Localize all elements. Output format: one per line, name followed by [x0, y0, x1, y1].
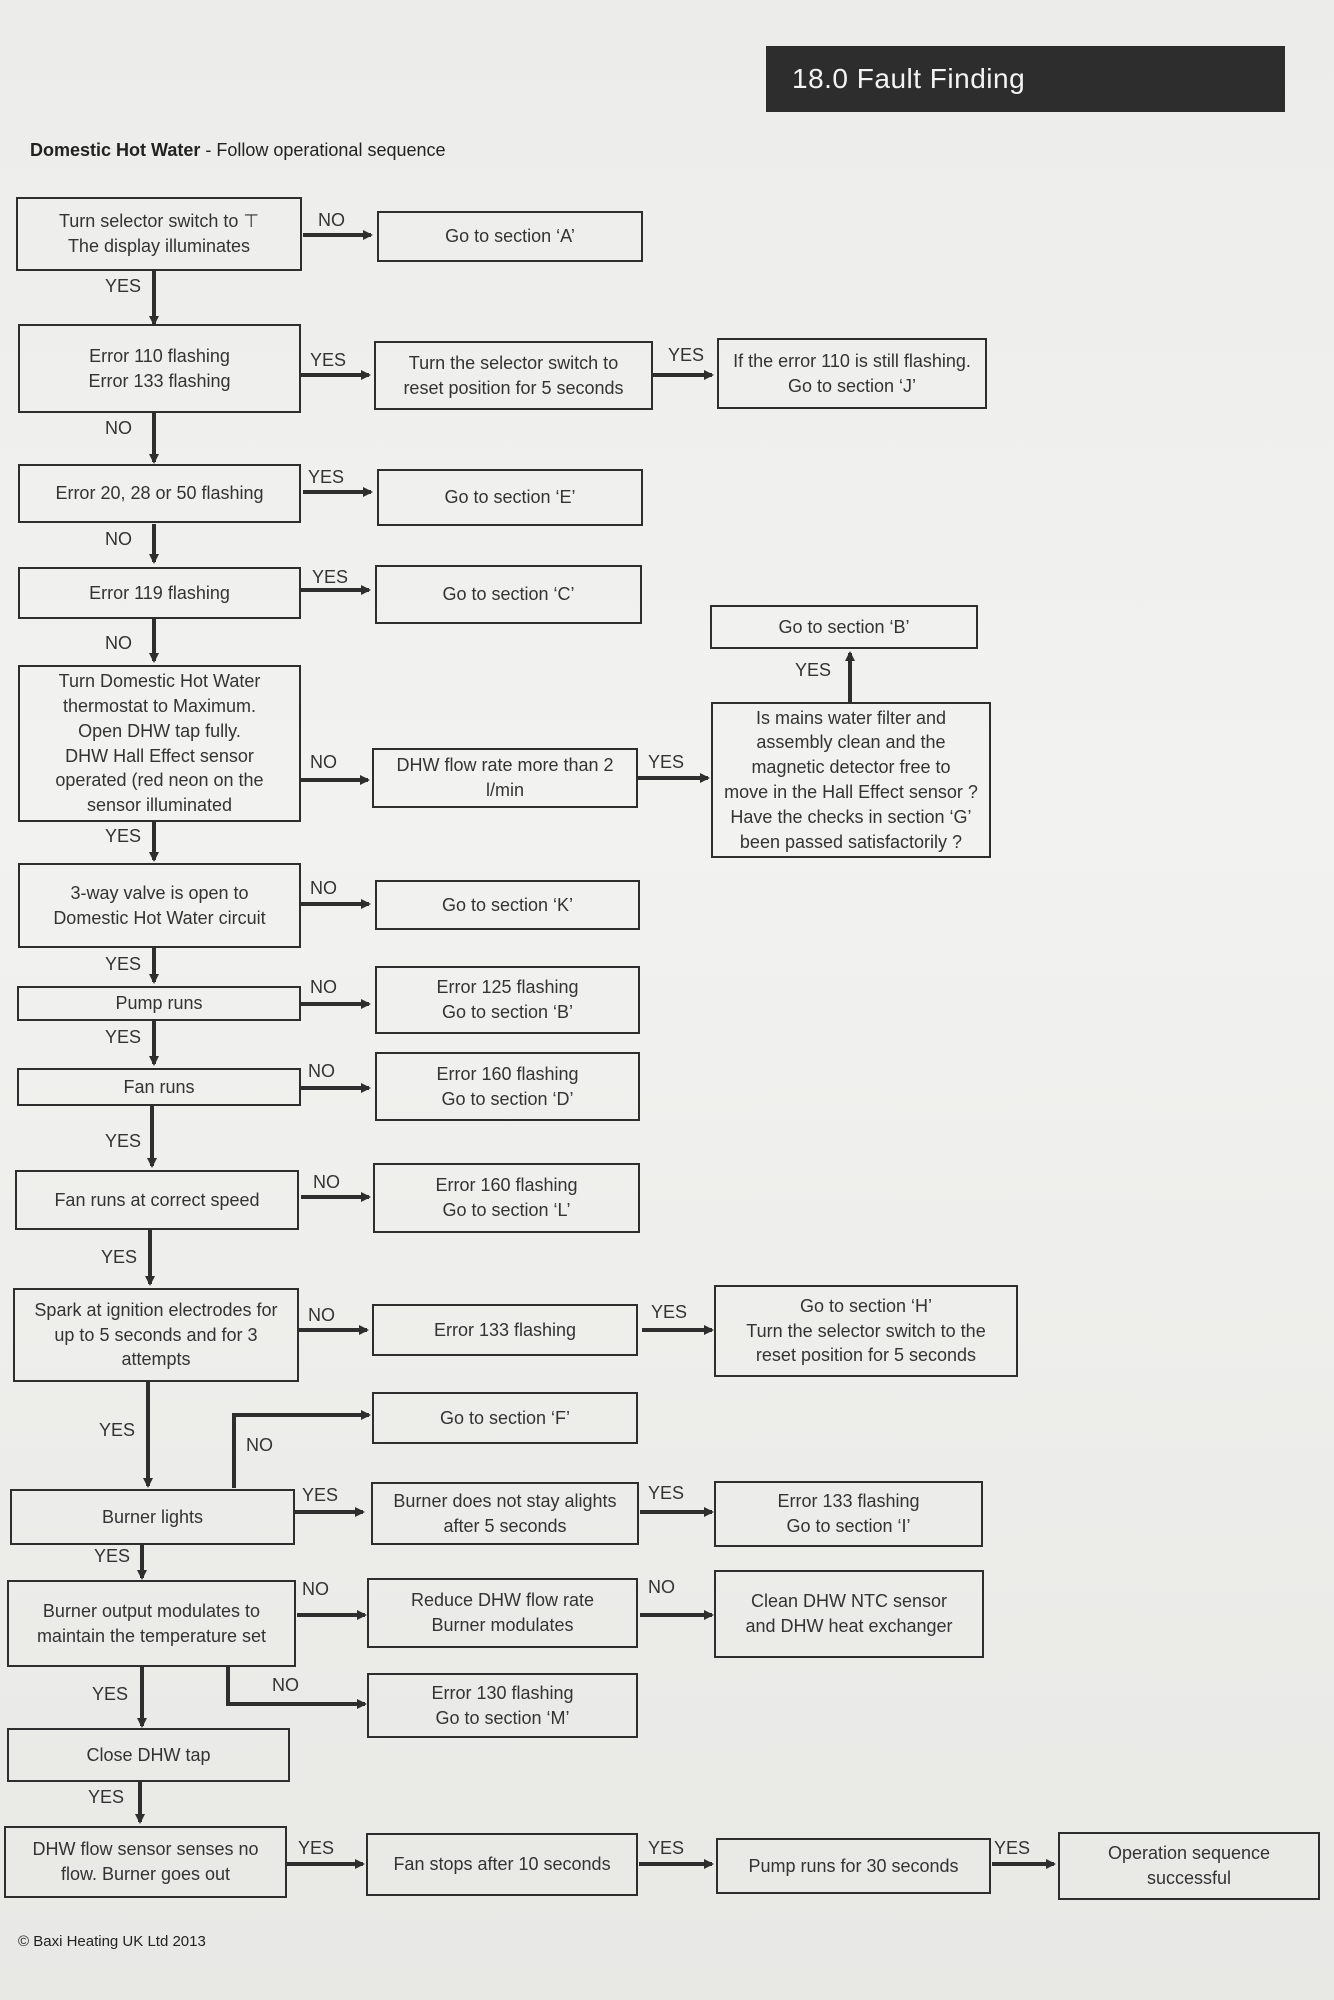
step-pump-runs-30s: [716, 1838, 991, 1894]
branch-label-yes: YES: [105, 1027, 142, 1047]
step-fan-runs: [17, 1068, 301, 1106]
branch-label-yes: YES: [88, 1787, 125, 1807]
step-text: Fan runs at correct speed: [54, 1189, 260, 1210]
branch-label-yes: YES: [92, 1684, 129, 1704]
step-text: Go to section ‘A’: [445, 226, 575, 247]
branch-label-no: NO: [310, 878, 337, 898]
step-text: Fan stops after 10 seconds: [393, 1854, 611, 1875]
step-text: Error 133 flashing Go to section ‘I’: [777, 1491, 920, 1536]
step-error-110-133: [18, 324, 301, 413]
step-text: Error 133 flashing: [433, 1319, 577, 1340]
step-text: Burner does not stay alights after 5 seconds: [393, 1490, 617, 1536]
step-dhw-flow-rate: [372, 748, 638, 808]
goto-section-a: [377, 211, 643, 262]
step-text: Error 160 flashing Go to section ‘D’: [436, 1063, 579, 1109]
step-error-20-28-50: [18, 464, 301, 523]
step-text: Turn the selector switch to reset position for 5 seconds: [403, 352, 624, 398]
step-error-133: [372, 1304, 638, 1356]
goto-section-b: [710, 605, 978, 649]
branch-label-yes: YES: [312, 567, 349, 587]
branch-label-yes: YES: [105, 954, 142, 974]
subtitle-rest: - Follow operational sequence: [200, 140, 446, 160]
step-text: Error 125 flashing Go to section ‘B’: [436, 977, 579, 1022]
step-text: Go to section ‘E’: [444, 487, 576, 508]
step-text: Error 20, 28 or 50 flashing: [55, 483, 264, 504]
step-burner-lights: [10, 1489, 295, 1545]
step-text: Operation sequence successful: [1107, 1843, 1271, 1888]
branch-label-yes: YES: [651, 1302, 688, 1322]
branch-label-yes: YES: [795, 660, 832, 680]
branch-label-no: NO: [302, 1579, 329, 1599]
branch-label-yes: YES: [994, 1838, 1031, 1858]
step-text: If the error 110 is still flashing. Go to section ‘J’: [733, 350, 971, 396]
step-mains-water-filter: [711, 702, 991, 858]
branch-label-no: NO: [272, 1675, 299, 1695]
step-text: Clean DHW NTC sensor and DHW heat exchanger: [745, 1591, 953, 1636]
step-turn-dhw-thermostat: [18, 665, 301, 822]
step-close-dhw-tap: [7, 1728, 290, 1782]
step-fan-stops: [366, 1833, 638, 1896]
step-error-119: [18, 567, 301, 619]
step-text: Pump runs for 30 seconds: [748, 1855, 959, 1876]
branch-label-yes: YES: [105, 826, 142, 846]
branch-label-yes: YES: [105, 1131, 142, 1151]
branch-label-no: NO: [648, 1577, 675, 1597]
step-error-125: [375, 966, 640, 1034]
step-clean-ntc-sensor: [714, 1570, 984, 1658]
step-text: Close DHW tap: [86, 1744, 211, 1765]
step-text: Go to section ‘K’: [441, 894, 574, 915]
branch-label-no: NO: [308, 1305, 335, 1325]
step-text: Burner output modulates to maintain the temperature set: [36, 1600, 267, 1646]
step-text: Turn Domestic Hot Water thermostat to Maximum. Open DHW tap fully. DHW Hall Effect sensor operated (red neon on the sensor illuminated: [55, 671, 264, 816]
branch-label-yes: YES: [298, 1838, 335, 1858]
section-title: 18.0 Fault Finding: [792, 63, 1026, 94]
goto-section-i: [714, 1481, 983, 1547]
goto-section-k: [375, 880, 640, 930]
step-reduce-flow-rate: [367, 1578, 638, 1648]
step-text: Go to section ‘C’: [442, 584, 575, 605]
branch-label-yes: YES: [105, 276, 142, 296]
branch-label-no: NO: [105, 633, 132, 653]
branch-label-no: NO: [313, 1172, 340, 1192]
step-text: 3-way valve is open to Domestic Hot Water circuit: [53, 882, 266, 928]
copyright-notice: © Baxi Heating UK Ltd 2013: [18, 1933, 206, 1950]
step-text: Go to section ‘H’ Turn the selector switch to the reset position for 5 seconds: [746, 1295, 986, 1366]
branch-label-yes: YES: [648, 1838, 685, 1858]
branch-label-no: NO: [105, 529, 132, 549]
branch-label-yes: YES: [101, 1247, 138, 1267]
goto-section-h: [714, 1285, 1018, 1377]
step-text: Reduce DHW flow rate Burner modulates: [410, 1590, 595, 1635]
branch-label-yes: YES: [308, 467, 345, 487]
step-error-130: [367, 1673, 638, 1738]
branch-label-yes: YES: [310, 350, 347, 370]
step-text: Error 110 flashing Error 133 flashing: [88, 345, 231, 391]
step-flow-sensor-no-flow: [4, 1826, 287, 1898]
step-burner-modulates: [7, 1580, 296, 1667]
step-text: Turn selector switch to ⊤ The display illuminates: [58, 211, 260, 256]
branch-label-no: NO: [310, 752, 337, 772]
step-text: DHW flow rate more than 2 l/min: [396, 755, 614, 800]
step-text: Pump runs: [115, 993, 203, 1014]
goto-section-c: [375, 565, 642, 624]
step-burner-not-stay-alight: [371, 1482, 639, 1545]
step-text: Spark at ignition electrodes for up to 5 seconds and for 3 attempts: [34, 1299, 278, 1370]
step-3-way-valve: [18, 863, 301, 948]
step-spark-ignition: [13, 1288, 299, 1382]
branch-label-no: NO: [318, 210, 345, 230]
step-text: Go to section ‘B’: [778, 616, 910, 637]
branch-label-yes: YES: [99, 1420, 136, 1440]
branch-label-yes: YES: [94, 1546, 131, 1566]
goto-section-f: [372, 1392, 638, 1444]
step-operation-successful: [1058, 1832, 1320, 1900]
step-error-160-d: [375, 1052, 640, 1121]
branch-label-yes: YES: [648, 752, 685, 772]
step-fan-correct-speed: [15, 1170, 299, 1230]
step-text: Burner lights: [101, 1506, 204, 1527]
step-text: Error 160 flashing Go to section ‘L’: [435, 1175, 578, 1220]
step-text: Error 119 flashing: [89, 582, 230, 603]
step-text: DHW flow sensor senses no flow. Burner goes out: [32, 1839, 259, 1884]
branch-label-no: NO: [105, 418, 132, 438]
subtitle-bold: Domestic Hot Water: [30, 140, 201, 160]
branch-label-yes: YES: [302, 1485, 339, 1505]
step-text: Fan runs: [123, 1076, 195, 1097]
step-selector-switch: [16, 197, 302, 271]
goto-section-j: [717, 338, 987, 409]
step-text: Go to section ‘F’: [439, 1407, 571, 1428]
step-reset-selector: [374, 341, 653, 410]
step-error-160-l: [373, 1163, 640, 1233]
branch-label-yes: YES: [648, 1483, 685, 1503]
step-text: Error 130 flashing Go to section ‘M’: [431, 1682, 574, 1728]
branch-label-yes: YES: [668, 345, 705, 365]
goto-section-e: [377, 469, 643, 526]
step-text: Is mains water filter and assembly clean and the magnetic detector free to move in the Hall Effect sensor ? Have the checks in section ‘G’ been passed satisfactorily ?: [724, 707, 978, 852]
step-pump-runs: [17, 986, 301, 1021]
branch-label-no: NO: [308, 1061, 335, 1081]
branch-label-no: NO: [310, 977, 337, 997]
branch-label-no: NO: [246, 1435, 273, 1455]
